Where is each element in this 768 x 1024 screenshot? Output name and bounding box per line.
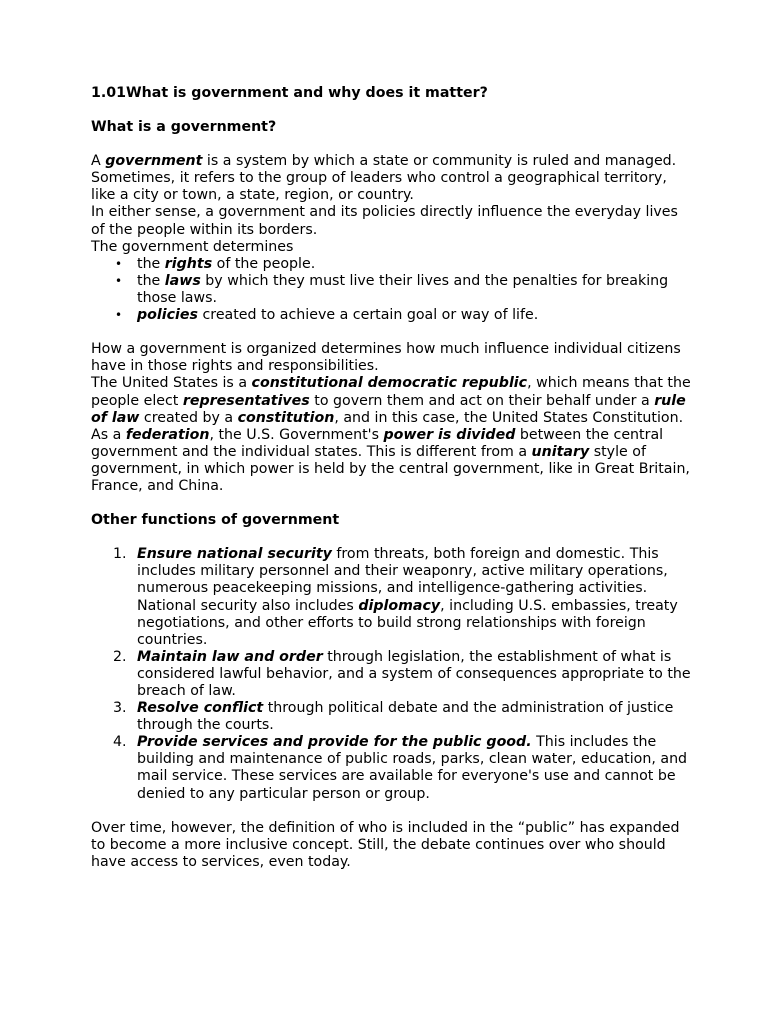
document-body [91,85,691,871]
list-item: • the rights of the people. [137,256,691,273]
list-item: 2. Maintain law and order through legislation, the establishment of what is considered lawful behavior, and a system of consequences appropriate to the breach of law. [113,648,691,699]
organized-paragraph: How a government is organized determines how much influence individual citizens have in those rights and responsibilities. [91,341,681,375]
term-government: government [105,153,203,170]
united-states-paragraph: The United States is a constitutional democratic republic, which means that the people elect representatives to govern them and act on their behalf under a rule of law created by a constitution, and in this case, the United States Constitution. [91,375,691,426]
either-sense-paragraph: In either sense, a government and its policies directly influence the everyday lives of the people within its borders. [91,204,678,238]
section-heading-other-functions: Other functions of government [91,512,340,529]
list-item: 4. Provide services and provide for the public good. This includes the building and maintenance of public roads, parks, clean water, education, and mail service. These services are available for everyone's use and cannot be denied to any particular person or group. [113,734,688,802]
intro-paragraph: A government is a system by which a state or community is ruled and managed. Sometimes, it refers to the group of leaders who control a geographical territory, like a city or town, a state, region, or country. [91,153,677,204]
list-item: • policies created to achieve a certain goal or way of life. [137,307,691,324]
determines-list [91,256,691,324]
determines-label: The government determines [91,238,294,255]
list-item: • the laws by which they must live their lives and the penalties for breaking those laws. [137,273,691,307]
page-title: 1.01What is government and why does it matter? [91,85,488,101]
federation-paragraph: As a federation, the U.S. Government's power is divided between the central government and the individual states. This is different from a unitary style of government, in which power is held by the central government, like in Great Britain, France, and China. [91,426,690,494]
functions-list [91,546,691,802]
closing-paragraph: Over time, however, the definition of who is included in the “public” has expanded to become a more inclusive concept. Still, the debate continues over who should have access to services, even today. [91,819,680,870]
list-item: 1. Ensure national security from threats, both foreign and domestic. This includes military personnel and their weaponry, active military operations, numerous peacekeeping missions, and intelligence-gathering activities. National security also includes diplomacy, including U.S. embassies, treaty negotiations, and other efforts to build strong relationships with foreign countries. [113,546,678,648]
list-item: 3. Resolve conflict through political debate and the administration of justice through the courts. [113,700,674,734]
section-heading-what-is-government: What is a government? [91,119,277,136]
